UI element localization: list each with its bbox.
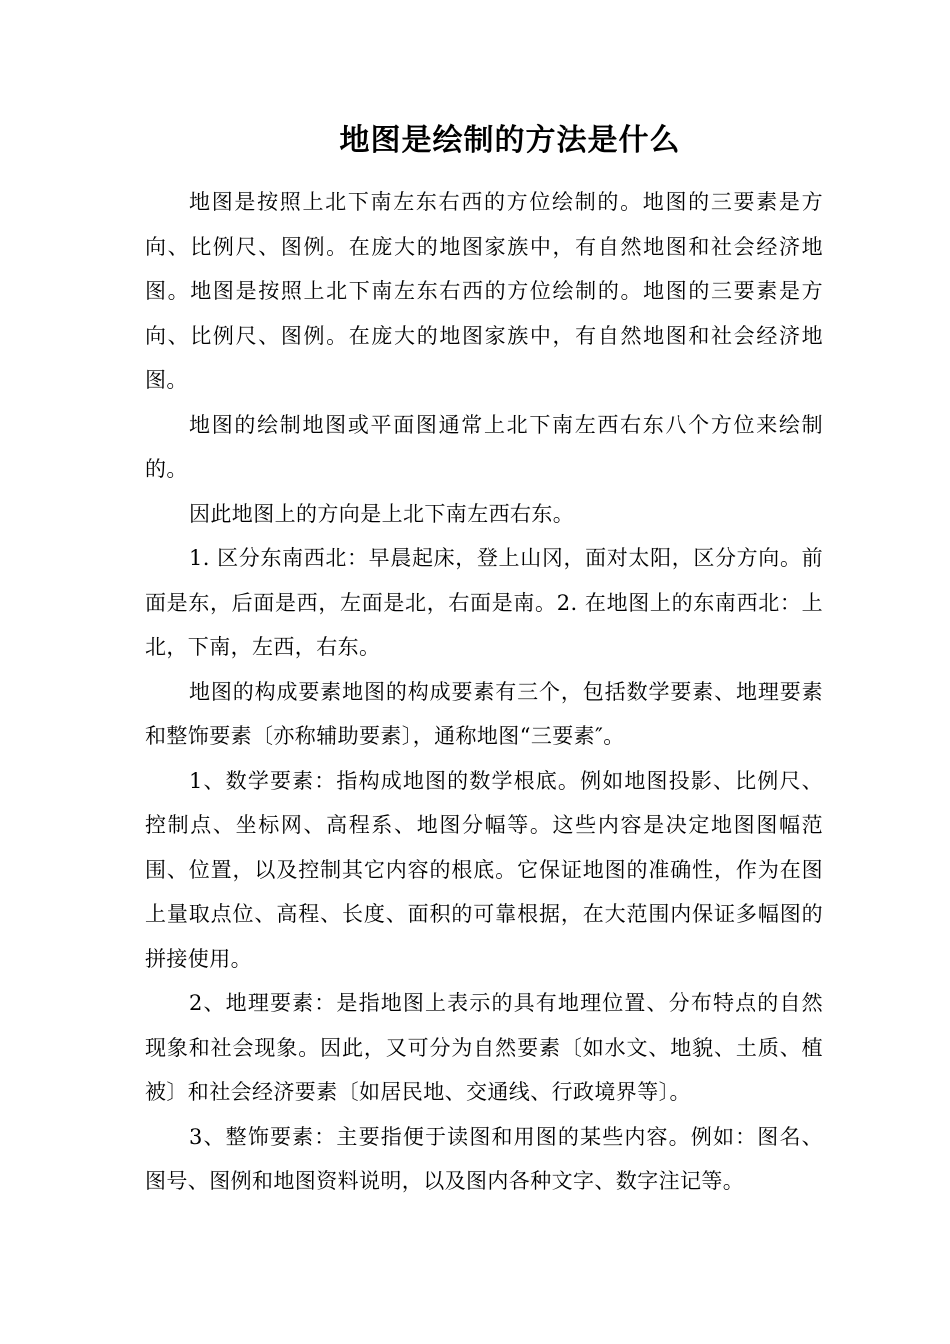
document-body <box>145 180 823 1204</box>
paragraph-distinguish-directions: 1. 区分东南西北：早晨起床，登上山冈，面对太阳，区分方向。前面是东，后面是西，左面是北，右面是南。2. 在地图上的东南西北：上北，下南，左西，右东。 <box>145 546 823 659</box>
paragraph-intro: 地图是按照上北下南左东右西的方位绘制的。地图的三要素是方向、比例尺、图例。在庞大的地图家族中，有自然地图和社会经济地图。地图是按照上北下南左东右西的方位绘制的。地图的三要素是方向、比例尺、图例。在庞大的地图家族中，有自然地图和社会经济地图。 <box>145 190 823 392</box>
document-title: 地图是绘制的方法是什么 <box>339 123 681 158</box>
paragraph-map-elements: 地图的构成要素地图的构成要素有三个，包括数学要素、地理要素和整饰要素〔亦称辅助要素〕，通称地图“三要素″。 <box>145 679 823 748</box>
paragraph-decor-elements: 3、整饰要素：主要指便于读图和用图的某些内容。例如：图名、图号、图例和地图资料说明，以及图内各种文字、数字注记等。 <box>145 1124 823 1193</box>
paragraph-math-elements: 1、数学要素：指构成地图的数学根底。例如地图投影、比例尺、控制点、坐标网、高程系、地图分幅等。这些内容是决定地图图幅范围、位置，以及控制其它内容的根底。它保证地图的准确性，作为在图上量取点位、高程、长度、面积的可靠根据，在大范围内保证多幅图的拼接使用。 <box>145 768 823 971</box>
paragraph-geo-elements: 2、地理要素：是指地图上表示的具有地理位置、分布特点的自然现象和社会现象。因此，又可分为自然要素〔如水文、地貌、土质、植被〕和社会经济要素〔如居民地、交通线、行政境界等〕。 <box>145 991 823 1104</box>
paragraph-drawing-directions: 地图的绘制地图或平面图通常上北下南左西右东八个方位来绘制的。 <box>145 412 823 481</box>
paragraph-map-directions: 因此地图上的方向是上北下南左西右东。 <box>189 501 575 526</box>
